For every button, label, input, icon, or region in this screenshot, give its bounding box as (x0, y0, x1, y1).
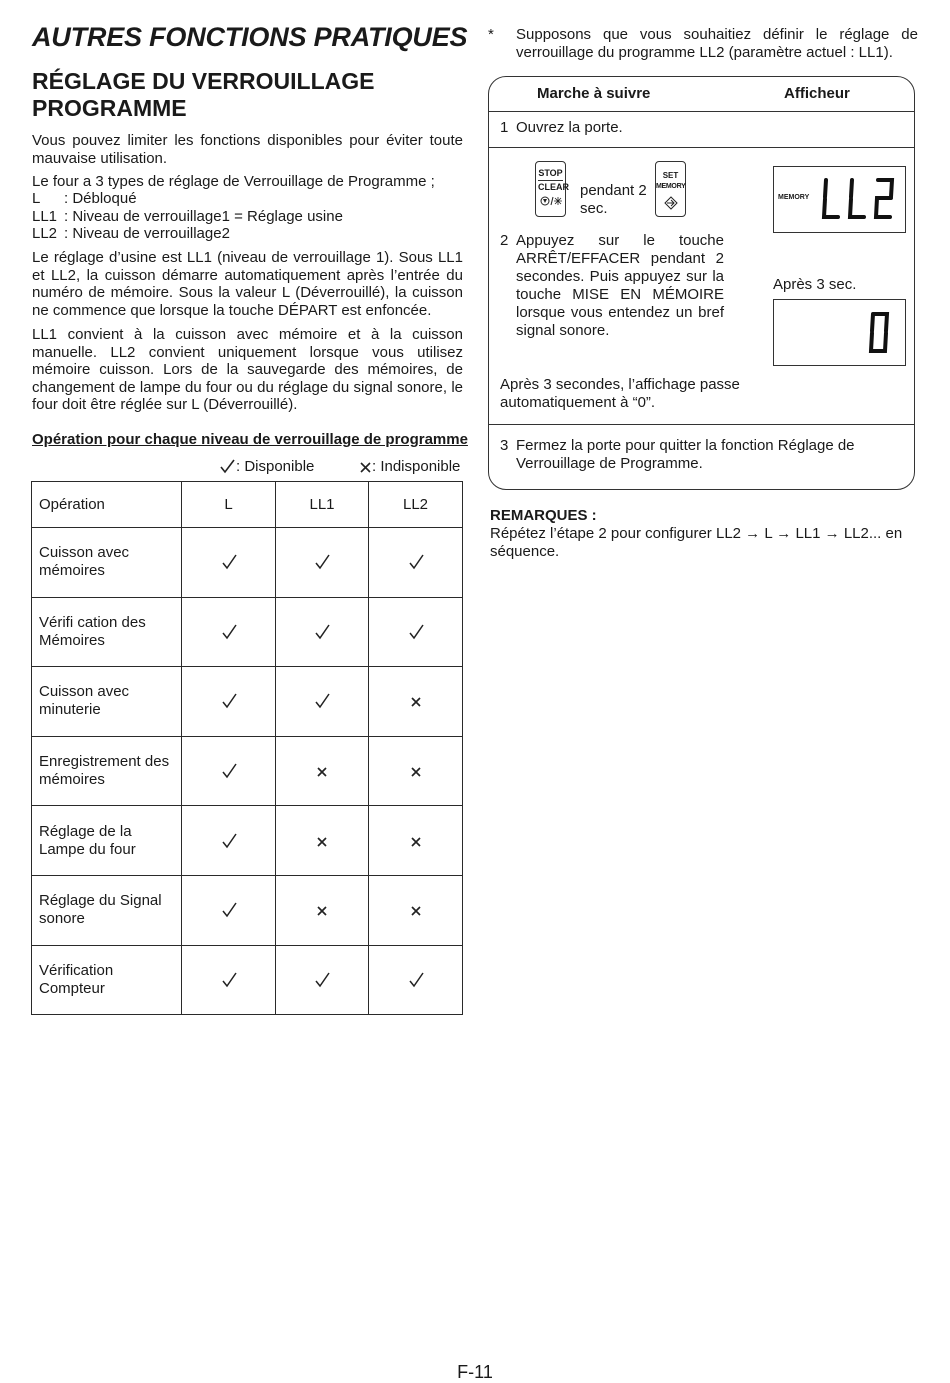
intro-paragraph-3: Le réglage d’usine est LL1 (niveau de verrouillage 1). Sous LL1 et LL2, la cuisson démarre automatiquement après l’entrée du numéro de mémoire. Sous la valeur L (Déverrouillé), la cuisson ne commence que lorsque la touche DÉPART est enfoncée. (32, 249, 463, 319)
intro-paragraph-4: LL1 convient à la cuisson avec mémoire et à la cuisson manuelle. LL2 convient uniquement lorsque vous utilisez mémoire cuisson. Lors de la sauvegarde des mémoires, de changement de lampe du four ou du réglage du signal sonore, le four doit être réglée sur L (Déverrouillé). (32, 326, 463, 413)
cross-icon (407, 692, 425, 710)
table-row (32, 528, 463, 598)
remarks-title: REMARQUES : (490, 507, 597, 524)
clear-key-label: CLEAR (538, 182, 569, 192)
column-header-steps: Marche à suivre (537, 85, 651, 102)
table-row (32, 945, 463, 1015)
operation-label: Réglage de la Lampe du four (32, 806, 182, 876)
cell-l (182, 945, 276, 1015)
table-row (32, 736, 463, 806)
cross-icon (313, 901, 331, 919)
lock-level-key: LL2 (32, 225, 58, 242)
check-icon (220, 623, 238, 641)
set-memory-key (655, 161, 686, 217)
step-1-number: 1 (500, 119, 509, 136)
legend-available (219, 458, 314, 475)
operation-label: Enregistrement des mémoires (32, 736, 182, 806)
lock-level-key: LL1 (32, 207, 58, 225)
cross-icon (313, 832, 331, 850)
check-icon (220, 762, 238, 780)
page-title: AUTRES FONCTIONS PRATIQUES (32, 22, 468, 52)
cross-icon (407, 832, 425, 850)
stop-clear-key (535, 161, 569, 217)
operation-label: Réglage du Signal sonore (32, 875, 182, 945)
step-3-number: 3 (500, 437, 509, 454)
cell-ll1 (276, 736, 369, 806)
note-text: Supposons que vous souhaitiez définir le réglage de verrouillage du programme LL2 (paramètre actuel : LL1). (516, 26, 918, 61)
cell-ll2 (369, 945, 463, 1015)
check-icon (220, 832, 238, 850)
step-2-number: 2 (500, 232, 509, 249)
steps-box (488, 76, 915, 490)
column-header-ll2: LL2 (369, 482, 463, 528)
check-icon (220, 553, 238, 571)
cross-icon (407, 762, 425, 780)
check-icon (220, 971, 238, 989)
check-icon (313, 553, 331, 571)
table-row (32, 875, 463, 945)
intro-paragraph-2: Le four a 3 types de réglage de Verrouillage de Programme ; (32, 173, 435, 190)
cell-ll2 (369, 667, 463, 737)
step-2-note: Après 3 secondes, l’affichage passe automatiquement à “0”. (500, 376, 740, 411)
after-3-seconds-label: Après 3 sec. (773, 276, 857, 293)
cross-icon (359, 460, 372, 475)
cell-l (182, 597, 276, 667)
memory-key-label: MEMORY (656, 183, 686, 190)
check-icon (219, 458, 236, 475)
cell-ll2 (369, 875, 463, 945)
cell-ll1 (276, 945, 369, 1015)
step-3-row (489, 425, 914, 489)
page-number: F-11 (457, 1362, 493, 1382)
lock-level-key: L (32, 190, 41, 207)
cross-icon (407, 901, 425, 919)
cell-ll2 (369, 736, 463, 806)
table-row (32, 597, 463, 667)
table-row (32, 806, 463, 876)
check-icon (313, 692, 331, 710)
table-header-row (32, 482, 463, 528)
table-row (32, 667, 463, 737)
set-memory-symbol-icon (664, 196, 678, 210)
legend-unavailable (359, 458, 460, 475)
remarks-text: Répétez l’étape 2 pour configurer LL2 → L → LL1 → LL2... en séquence. (490, 525, 903, 560)
legend-unavailable-label: : Indisponible (372, 458, 461, 475)
operation-table-title: Opération pour chaque niveau de verrouillage de programme (32, 431, 468, 448)
example-note (488, 26, 918, 62)
cell-ll1 (276, 806, 369, 876)
cell-ll2 (369, 528, 463, 598)
cell-ll1 (276, 875, 369, 945)
cell-ll1 (276, 528, 369, 598)
lock-levels-list (32, 190, 463, 243)
operation-label: Vérification Compteur (32, 945, 182, 1015)
cross-icon (313, 762, 331, 780)
cell-ll1 (276, 597, 369, 667)
note-bullet: * (488, 26, 494, 43)
operation-label: Cuisson avec mémoires (32, 528, 182, 598)
step-2-row (489, 148, 914, 425)
set-key-label: SET (662, 171, 679, 180)
stop-clear-symbol-icon (538, 195, 564, 207)
column-header-ll1: LL1 (276, 482, 369, 528)
cell-l (182, 667, 276, 737)
hold-duration-text: pendant 2 sec. (580, 182, 647, 217)
display-zero (773, 299, 906, 366)
legend-available-label: : Disponible (236, 458, 315, 475)
steps-header-row (489, 77, 914, 112)
cell-l (182, 875, 276, 945)
cell-l (182, 736, 276, 806)
intro-paragraph-1: Vous pouvez limiter les fonctions disponibles pour éviter toute mauvaise utilisation. (32, 132, 463, 167)
step-3-text: Fermez la porte pour quitter la fonction Réglage de Verrouillage de Programme. (516, 437, 855, 472)
lock-level-desc: : Niveau de verrouillage1 = Réglage usine (64, 207, 343, 225)
cell-ll2 (369, 597, 463, 667)
operation-label: Vérifi cation des Mémoires (32, 597, 182, 667)
lock-level-desc: : Niveau de verrouillage2 (64, 225, 230, 242)
lcd-zero-digit (868, 311, 892, 355)
check-icon (407, 971, 425, 989)
cell-ll2 (369, 806, 463, 876)
cell-l (182, 806, 276, 876)
check-icon (220, 692, 238, 710)
remarks (490, 507, 918, 561)
stop-key-label: STOP (538, 168, 563, 178)
display-ll2 (773, 166, 906, 233)
lock-level-desc: : Débloqué (64, 190, 137, 207)
check-icon (313, 971, 331, 989)
step-1-text: Ouvrez la porte. (516, 119, 623, 136)
lcd-ll2-digits (820, 177, 900, 221)
step-2-text: Appuyez sur le touche ARRÊT/EFFACER pendant 2 secondes. Puis appuyez sur la touche MISE EN MÉMOIRE lorsque vous entendez un bref signal sonore. (516, 232, 724, 339)
step-1-row (489, 111, 914, 148)
lock-level-item (32, 190, 463, 208)
operation-table (31, 481, 463, 1015)
column-header-operation: Opération (32, 482, 182, 528)
cell-ll1 (276, 667, 369, 737)
column-header-l: L (182, 482, 276, 528)
check-icon (313, 623, 331, 641)
display-memory-label: MEMORY (778, 194, 810, 201)
check-icon (220, 901, 238, 919)
cell-l (182, 528, 276, 598)
check-icon (407, 623, 425, 641)
check-icon (407, 553, 425, 571)
operation-label: Cuisson avec minuterie (32, 667, 182, 737)
column-header-display: Afficheur (784, 85, 850, 102)
lock-level-item (32, 208, 463, 226)
section-subtitle: RÉGLAGE DU VERROUILLAGE PROGRAMME (32, 68, 375, 121)
lock-level-item (32, 225, 463, 243)
